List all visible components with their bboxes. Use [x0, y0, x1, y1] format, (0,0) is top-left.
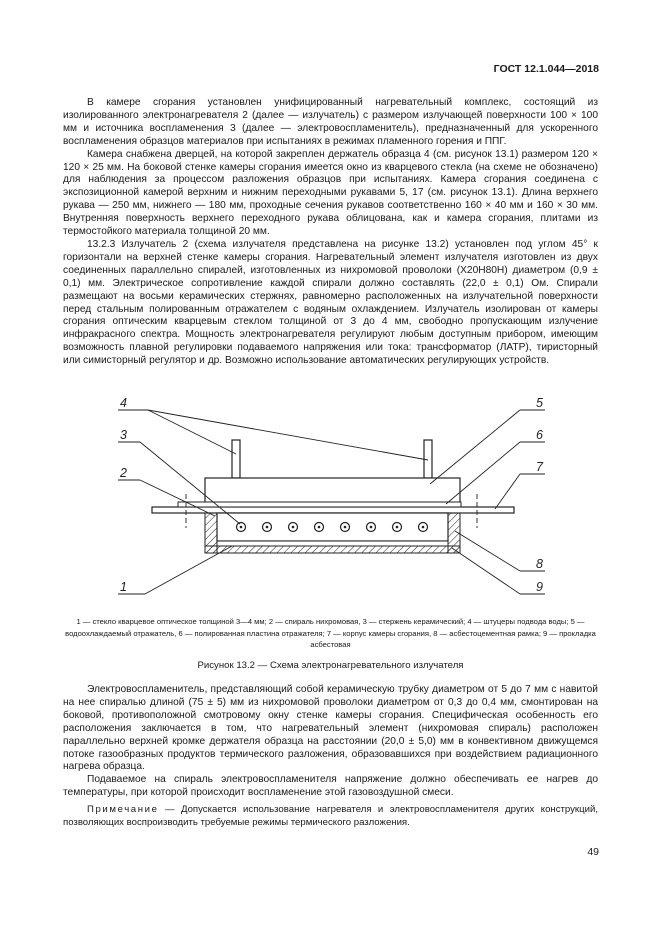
figure-title: Рисунок 13.2 — Схема электронагревательного излучателя — [197, 660, 464, 671]
water-pipe-left — [232, 440, 240, 478]
note-label: Примечание — [87, 804, 159, 816]
document-header: ГОСТ 12.1.044—2018 — [493, 63, 599, 75]
fig-label-1: 1 — [120, 580, 127, 594]
paragraph-2: Камера снабжена дверцей, на которой закреплен держатель образца 4 (см. рисунок 13.1) размером 120 × 120 × 25 мм. На боковой стенке камеры сгорания имеется окно из кварцевого стекла (на схеме не обозначено) для наблюдения за процессом разложения образцов при испытаниях. Камера сгорания соединена с экспозиционной камерой верхним и нижним переходными рукавами 5, 17 (см. рисунок 13.1). Длина верхнего рукава — 250 мм, нижнего — 180 мм, проходные сечения рукавов соответственно 160 × 40 мм и 160 × 30 мм. Внутренняя поверхность верхнего переходного рукава облицована, как и камера сгорания, плитами из термостойкого материала толщиной 20 мм. — [63, 148, 598, 238]
paragraph-1: В камере сгорания установлен унифицированный нагревательный комплекс, состоящий из изолированного электронагревателя 2 (далее — излучатель) с размером излучающей поверхности 100 × 100 мм и источника воспламенения 3 (далее — электровоспламенитель), предназначенный для ускоренного воспламенения образцов материалов при испытаниях в режимах пламенного горения и ППГ. — [63, 97, 598, 147]
paragraph-4: Электровоспламенитель, представляющий собой керамическую трубку диаметром от 5 до 7 мм с навитой на нее спиралью длиной (75 ± 5) мм из нихромовой проволоки диаметром от 0,3 до 0,4 мм, смонтирован на боковой, противоположной смотровому окну стенке камеры сгорания. Специфическая особенность его расположения заключается в том, что нагревательный элемент (нихромовая спираль) расположен параллельно верхней кромке держателя образца на расстоянии (20,0 ± 5,0) мм в конвективном движущемся потоке газообразных продуктов термического разложения, образовавшихся при воздействием радиационного нагрева образца. — [63, 684, 598, 773]
fig-label-9: 9 — [536, 580, 543, 594]
fig-label-7: 7 — [536, 460, 543, 474]
asbestos-gasket — [205, 546, 460, 553]
fig-label-2: 2 — [120, 466, 127, 480]
fig-label-3: 3 — [120, 428, 127, 442]
fig-label-5: 5 — [536, 398, 543, 410]
note-text: — Допускается использование нагревателя и электровоспламенителя других конструкций, позволяющих воспроизводить требуемые режимы термического разложения. — [63, 804, 598, 829]
paragraph-3: 13.2.3 Излучатель 2 (схема излучателя представлена на рисунке 13.2) установлен под углом 45° к горизонтали на верхней стенке камеры сгорания. Нагревательный элемент излучателя изготовлен из двух соединенных параллельно спиралей, изготовленных из нихромовой проволоки (Х20Н80Н) диаметром (0,9 ± 0,1) мм. Электрическое сопротивление каждой спирали должно составлять (22,0 ± 0,1) Ом. Спирали размещают на восьми керамических стержнях, равномерно расположенных на излучательной поверхности перед стальным полированным отражателем с водяным охлаждением. Излучатель изолирован от камеры сгорания оптическим кварцевым стеклом толщиной от 3 до 4 мм, свободно пропускающим излучение инфракрасного спектра. Мощность электронагревателя регулируют любым доступным прибором, имеющим возможность плавной регулировки подаваемого напряжения или тока: трансформатор (ЛАТР), тиристорный или симисторный регулятор и др. Возможно использование автоматических регулирующих устройств. — [63, 238, 598, 367]
paragraph-5: Подаваемое на спираль электровоспламенителя напряжение должно обеспечивать ее нагрев до температуры, при которой происходит воспламенение этой газовоздушной смеси. — [63, 774, 598, 799]
note — [63, 804, 598, 830]
emitter-diagram — [0, 398, 661, 608]
body-text-top — [63, 97, 598, 368]
reflector-plate — [178, 502, 461, 507]
fig-label-6: 6 — [536, 428, 543, 442]
heater-cavity — [217, 513, 448, 541]
water-pipe-right — [424, 440, 432, 478]
body-text-bottom — [63, 684, 598, 830]
fig-label-8: 8 — [536, 557, 543, 571]
fig-label-4: 4 — [120, 398, 127, 410]
quartz-glass — [217, 541, 448, 546]
page-number: 49 — [587, 846, 599, 858]
figure-legend: 1 — стекло кварцевое оптическое толщиной 3—4 мм; 2 — спираль нихромовая, 3 — стержень керамический; 4 — штуцеры подвода воды; 5 — водоохлаждаемый отражатель, 6 — полированная пластина отражателя; 7 — корпус камеры сгорания, 8 — асбестоцементная рамка; 9 — прокладка асбестовая — [65, 617, 596, 649]
water-cooled-reflector — [205, 478, 460, 504]
